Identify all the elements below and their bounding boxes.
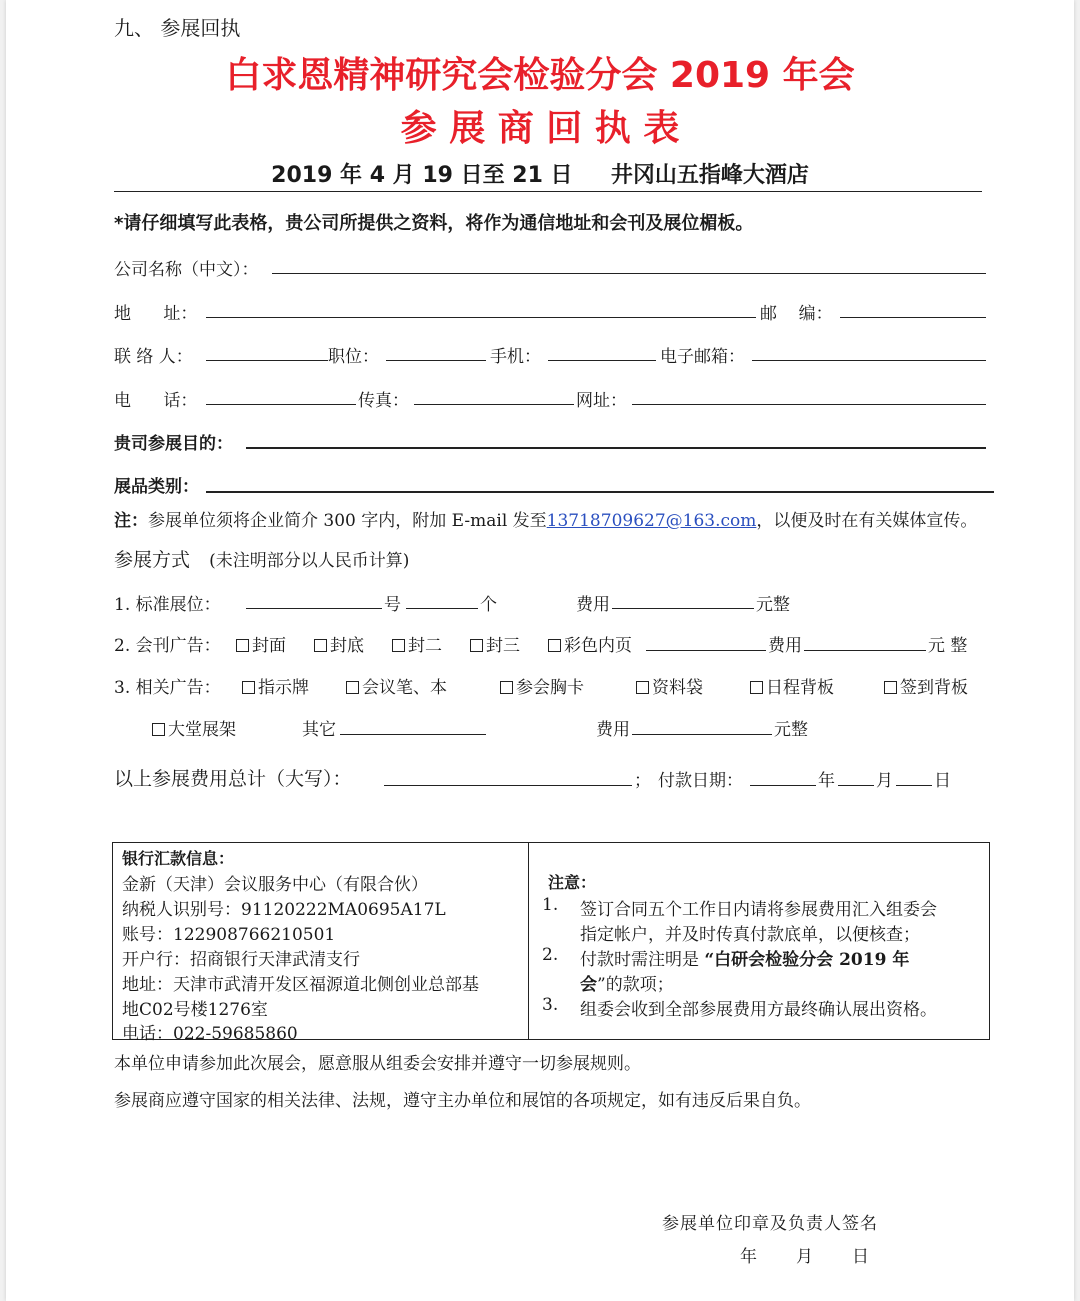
position-label: 职位：	[328, 347, 379, 367]
pay-year-field[interactable]	[750, 785, 816, 786]
checkbox-icon[interactable]	[152, 723, 165, 736]
position-field[interactable]	[386, 360, 486, 361]
notice-title: 注意：	[548, 873, 597, 892]
journal-option-inside-back[interactable]: 封三	[470, 631, 520, 656]
notice-num: 2.	[542, 945, 559, 965]
related-other-label: 其它	[302, 720, 336, 740]
notice-item-1-line-2: 指定帐户，并及时传真付款底单，以便核查；	[580, 925, 920, 945]
checkbox-icon[interactable]	[750, 681, 763, 694]
email-label: 电子邮箱：	[660, 347, 745, 367]
bank-line: 金新（天津）会议服务中心（有限合伙）	[122, 875, 428, 895]
note-label: 注：	[114, 511, 148, 531]
related-ads-label: 3. 相关广告：	[114, 678, 221, 698]
note-text: 参展单位须将企业简介 300 字内，附加 E-mail 发至	[148, 511, 547, 531]
booth-yuan: 元整	[756, 595, 790, 615]
phone-field[interactable]	[206, 404, 356, 405]
booth-number-field[interactable]	[246, 608, 382, 609]
bank-line: 开户行：招商银行天津武清支行	[122, 950, 360, 970]
related-option-signin-board[interactable]: 签到背板	[884, 673, 968, 698]
journal-blank-field[interactable]	[646, 650, 766, 651]
standard-booth-label: 1. 标准展位：	[114, 595, 221, 615]
note-text-after: ，以便及时在有关媒体宣传。	[756, 511, 978, 531]
booth-hao: 号	[384, 595, 401, 615]
participation-heading-row	[114, 545, 409, 572]
total-semicolon: ；	[634, 771, 651, 791]
signature-label: 参展单位印章及负责人签名	[662, 1214, 878, 1234]
total-label: 以上参展费用总计（大写）：	[114, 768, 352, 790]
mobile-field[interactable]	[548, 360, 656, 361]
purpose-label: 贵司参展目的：	[114, 434, 233, 454]
journal-option-back[interactable]: 封底	[314, 631, 364, 656]
participation-heading: 参展方式	[114, 549, 191, 571]
section-heading: 九、 参展回执	[114, 16, 241, 40]
title-line-2: 参 展 商 回 执 表	[400, 108, 680, 149]
bank-line: 账号：122908766210501	[122, 925, 336, 945]
participation-subheading: (未注明部分以人民币计算)	[209, 551, 410, 571]
journal-option-color-page[interactable]: 彩色内页	[548, 631, 632, 656]
table-divider	[528, 842, 529, 1040]
related-option-lobby-stand[interactable]: 大堂展架	[152, 715, 236, 740]
date-location: 2019 年 4 月 19 日至 21 日 井冈山五指峰大酒店	[271, 163, 809, 188]
sign-month: 月	[796, 1247, 813, 1267]
bank-title: 银行汇款信息：	[122, 849, 235, 868]
related-option-badges[interactable]: 参会胸卡	[500, 673, 584, 698]
checkbox-icon[interactable]	[500, 681, 513, 694]
statement-1: 本单位申请参加此次展会，愿意服从组委会安排并遵守一切参展规则。	[114, 1054, 641, 1074]
related-option-bags[interactable]: 资料袋	[636, 673, 703, 698]
journal-fee-label: 费用	[768, 636, 802, 656]
note-email-link[interactable]: 13718709627@163.com	[546, 511, 757, 531]
title-line-1: 白求恩精神研究会检验分会 2019 年会	[225, 55, 855, 96]
exhibit-type-label: 展品类别：	[114, 477, 199, 497]
total-amount-field[interactable]	[384, 785, 632, 786]
related-fee-label: 费用	[596, 720, 630, 740]
bank-line: 电话：022-59685860	[122, 1024, 298, 1044]
instruction: *请仔细填写此表格，贵公司所提供之资料，将作为通信地址和会刊及展位楣板。	[114, 213, 754, 234]
mobile-label: 手机：	[490, 347, 541, 367]
related-option-pens[interactable]: 会议笔、本	[346, 673, 447, 698]
phone-label: 电 话：	[114, 391, 198, 411]
postcode-label: 邮 编：	[760, 304, 833, 324]
address-label: 地 址：	[114, 304, 198, 324]
purpose-field[interactable]	[246, 447, 986, 449]
notice-num: 1.	[542, 895, 559, 915]
journal-option-cover[interactable]: 封面	[236, 631, 286, 656]
sign-year: 年	[740, 1247, 757, 1267]
address-field[interactable]	[206, 317, 756, 318]
checkbox-icon[interactable]	[236, 639, 249, 652]
contact-field[interactable]	[206, 360, 328, 361]
related-yuan: 元整	[774, 720, 808, 740]
pay-date-label: 付款日期：	[658, 771, 743, 791]
note-line	[114, 506, 977, 531]
sign-day: 日	[852, 1247, 869, 1267]
journal-option-inside-front[interactable]: 封二	[392, 631, 442, 656]
pay-day: 日	[934, 771, 951, 791]
pay-month-field[interactable]	[838, 785, 874, 786]
booth-fee-label: 费用	[576, 595, 610, 615]
journal-ads-label: 2. 会刊广告：	[114, 636, 221, 656]
bank-line: 地C02号楼1276室	[122, 1000, 268, 1020]
booth-ge: 个	[480, 595, 497, 615]
pay-month: 月	[876, 771, 893, 791]
form-page	[6, 0, 1074, 1301]
bank-line: 地址：天津市武清开发区福源道北侧创业总部基	[122, 975, 479, 995]
checkbox-icon[interactable]	[242, 681, 255, 694]
checkbox-icon[interactable]	[884, 681, 897, 694]
notice-item-2-line-1: 付款时需注明是 “白研会检验分会 2019 年	[580, 950, 910, 970]
checkbox-icon[interactable]	[636, 681, 649, 694]
pay-year: 年	[818, 771, 835, 791]
related-option-signs[interactable]: 指示牌	[242, 673, 309, 698]
website-label: 网址：	[576, 391, 627, 411]
checkbox-icon[interactable]	[346, 681, 359, 694]
journal-yuan: 元 整	[928, 636, 968, 656]
postcode-field[interactable]	[840, 317, 986, 318]
related-other-field[interactable]	[340, 734, 486, 735]
exhibit-type-field[interactable]	[206, 491, 994, 493]
checkbox-icon[interactable]	[392, 639, 405, 652]
company-name-label: 公司名称（中文）：	[114, 260, 259, 280]
notice-num: 3.	[542, 995, 559, 1015]
pay-day-field[interactable]	[896, 785, 932, 786]
fax-field[interactable]	[414, 404, 574, 405]
header-rule	[114, 191, 982, 192]
fax-label: 传真：	[358, 391, 409, 411]
checkbox-icon[interactable]	[314, 639, 327, 652]
notice-item-3-line-1: 组委会收到全部参展费用方最终确认展出资格。	[580, 1000, 937, 1020]
journal-fee-field[interactable]	[804, 650, 926, 651]
checkbox-icon[interactable]	[470, 639, 483, 652]
notice-item-2-line-2: 会”的款项；	[580, 975, 674, 995]
company-name-field[interactable]	[272, 273, 986, 274]
checkbox-icon[interactable]	[548, 639, 561, 652]
contact-label: 联 络 人：	[114, 347, 193, 367]
related-fee-field[interactable]	[632, 734, 772, 735]
related-option-schedule-board[interactable]: 日程背板	[750, 673, 834, 698]
email-field[interactable]	[752, 360, 986, 361]
statement-2: 参展商应遵守国家的相关法律、法规，遵守主办单位和展馆的各项规定，如有违反后果自负。	[114, 1091, 811, 1111]
website-field[interactable]	[632, 404, 986, 405]
bank-line: 纳税人识别号：91120222MA0695A17L	[122, 900, 446, 920]
notice-item-1-line-1: 签订合同五个工作日内请将参展费用汇入组委会	[580, 900, 937, 920]
booth-fee-field[interactable]	[612, 608, 754, 609]
booth-count-field[interactable]	[406, 608, 478, 609]
